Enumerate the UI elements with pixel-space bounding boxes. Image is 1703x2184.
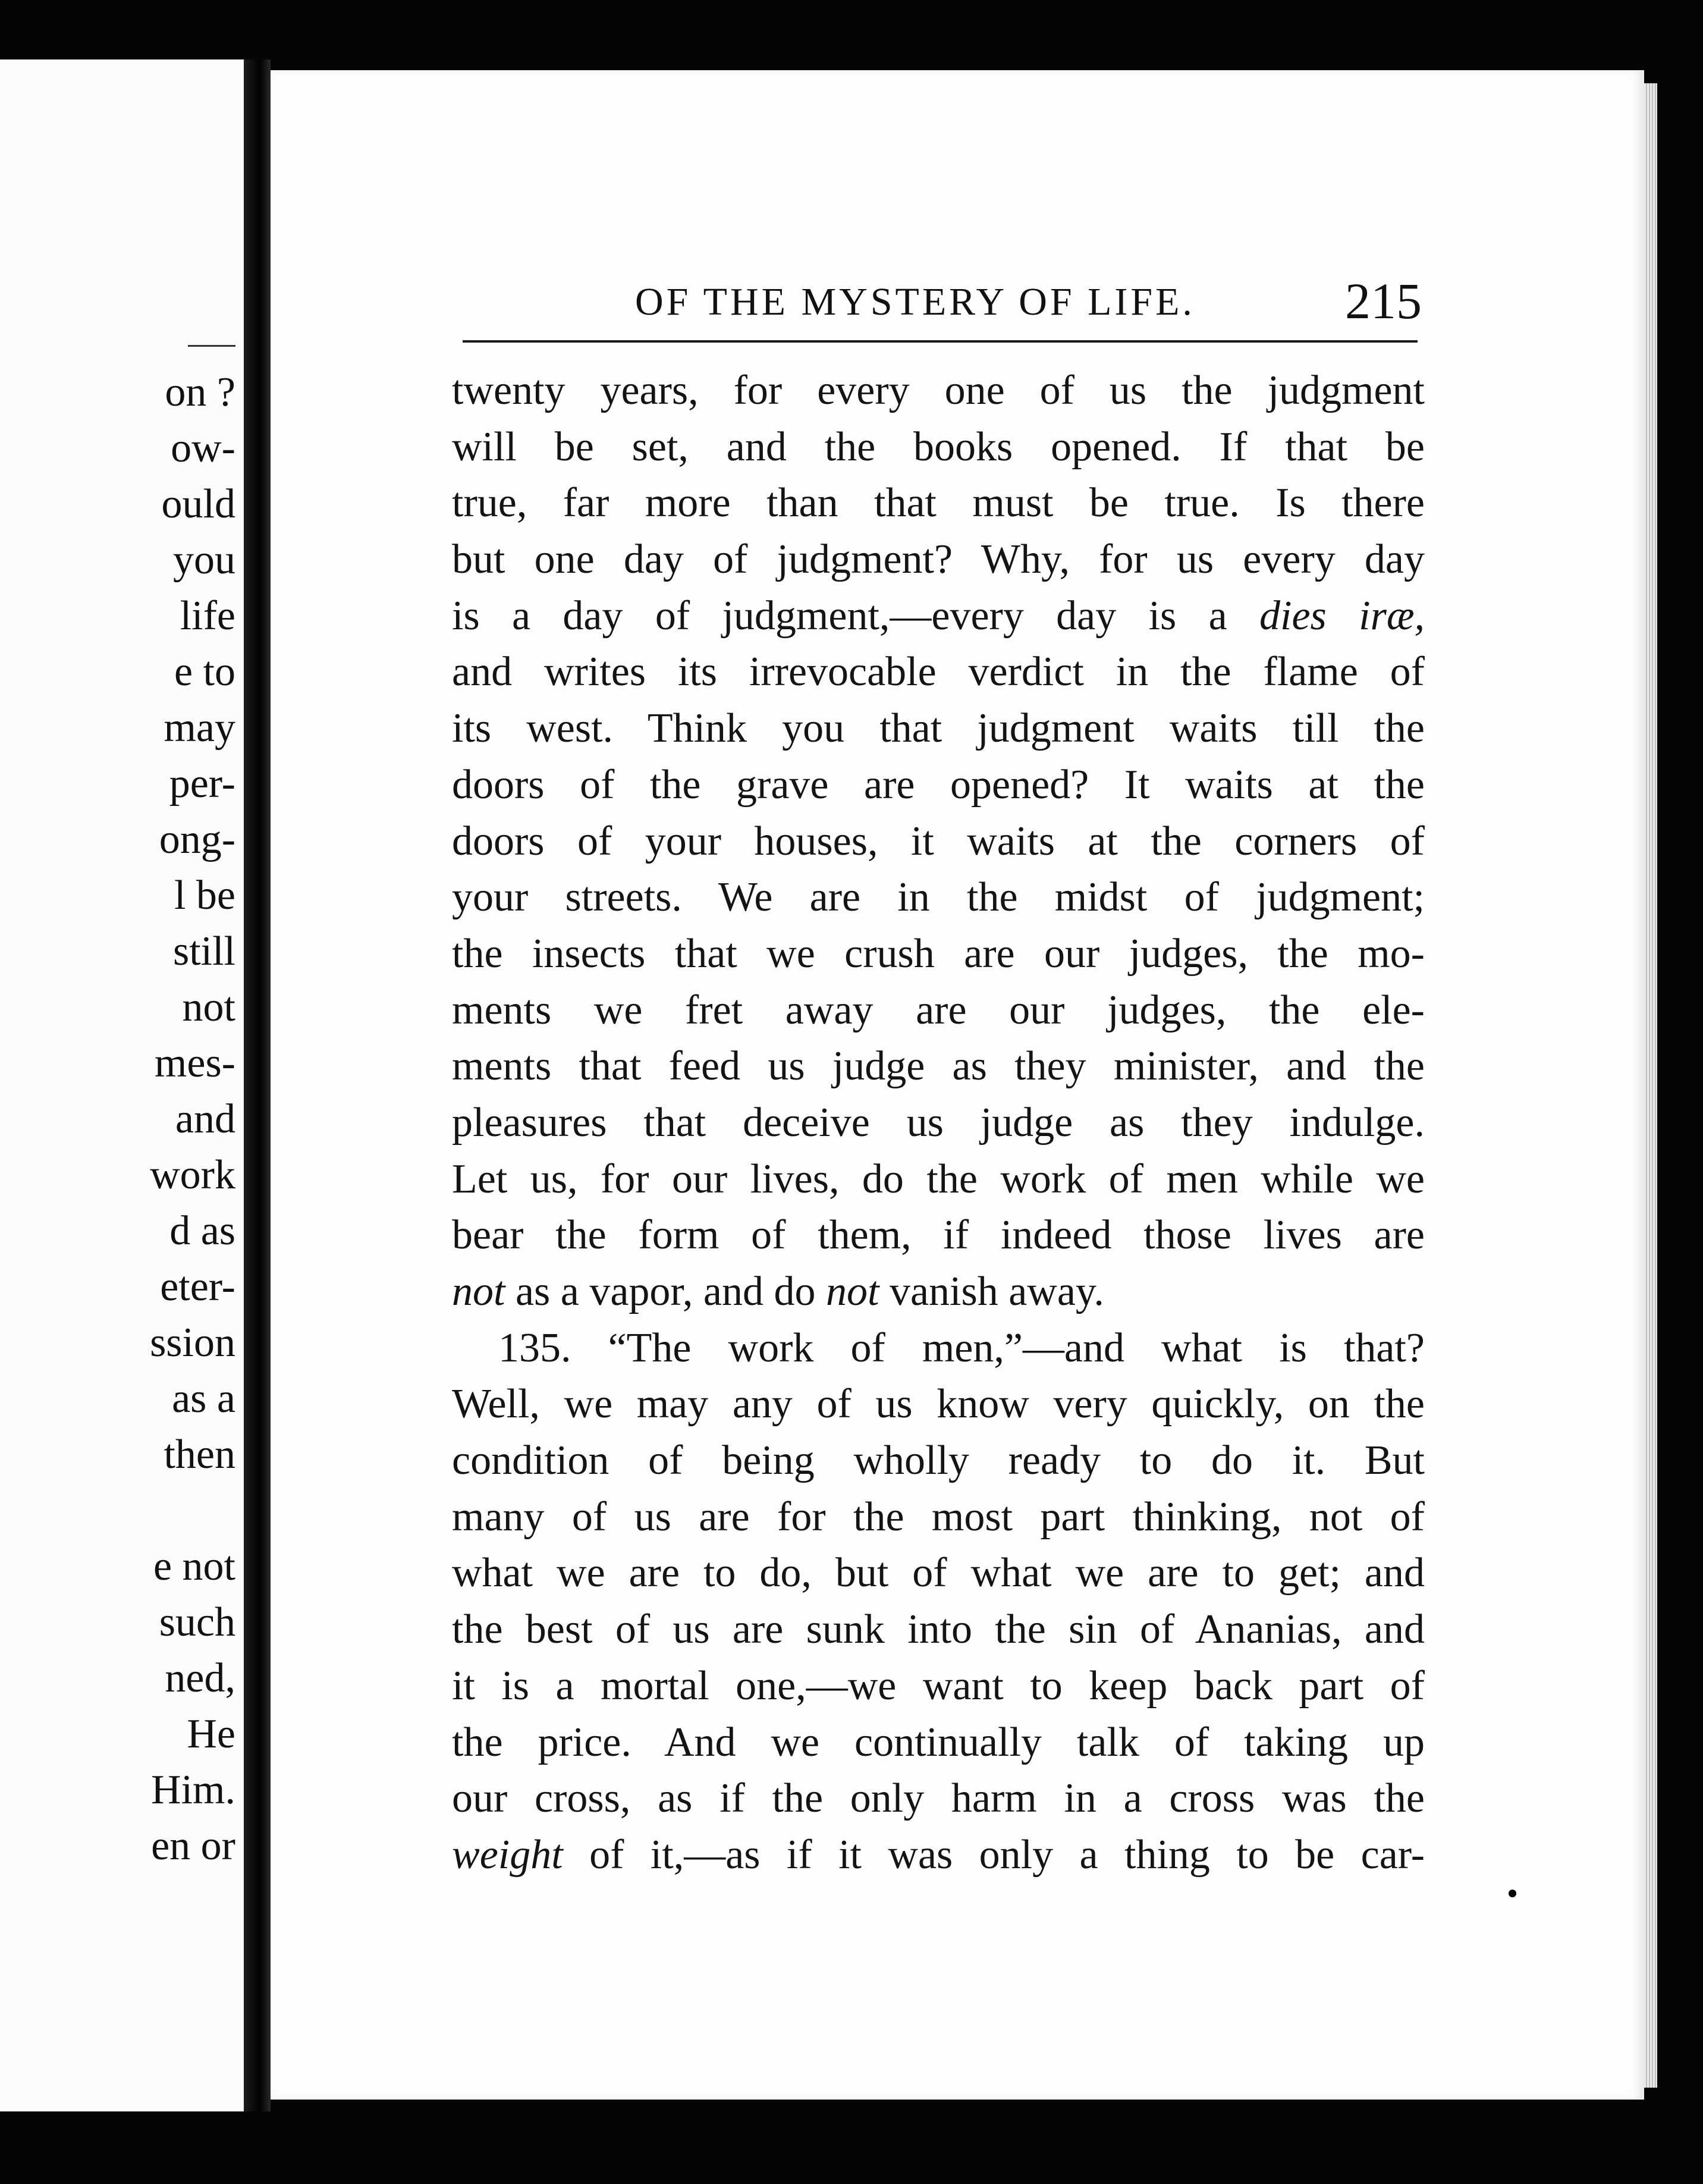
scan-speck	[1509, 1890, 1516, 1897]
text-line: doors of your houses, it waits at the corners of	[452, 818, 1425, 864]
running-head: OF THE MYSTERY OF LIFE.	[635, 280, 1195, 324]
text-line: many of us are for the most part thinking, not of	[452, 1493, 1425, 1540]
page-number: 215	[1345, 272, 1422, 330]
facing-line: ong-	[159, 817, 235, 862]
facing-line: still	[172, 928, 235, 974]
facing-line: He	[187, 1711, 235, 1757]
body-text	[452, 363, 1425, 1884]
facing-line: ned,	[165, 1655, 235, 1701]
text-line: Well, we may any of us know very quickly, on the	[452, 1381, 1425, 1427]
facing-line: en or	[151, 1823, 235, 1869]
text-line	[452, 1264, 1425, 1320]
text-line: condition of being wholly ready to do it. But	[452, 1438, 1425, 1484]
facing-line: e to	[174, 649, 235, 695]
text-line: what we are to do, but of what we are to get; and	[452, 1550, 1425, 1596]
text-segment: vanish away.	[889, 1269, 1104, 1314]
facing-line: may	[164, 705, 235, 751]
text-segment: of it,—as if it was only a thing to be car-	[589, 1831, 1425, 1878]
page-edge	[1644, 83, 1657, 2088]
facing-line: such	[159, 1599, 235, 1645]
facing-line: as a	[172, 1376, 235, 1422]
facing-line: not	[182, 984, 235, 1030]
italic-not: not	[452, 1269, 505, 1314]
book-gutter	[244, 59, 271, 2111]
text-segment: as a vapor, and do	[515, 1269, 816, 1314]
facing-line: e not	[153, 1543, 235, 1589]
text-line	[452, 588, 1425, 645]
facing-line: ould	[161, 481, 235, 527]
facing-line: per-	[169, 761, 235, 807]
facing-page-rule	[188, 345, 235, 347]
facing-line: ssion	[150, 1320, 235, 1366]
text-line: twenty years, for every one of us the judgment	[452, 368, 1425, 413]
text-line: pleasures that deceive us judge as they indulge.	[452, 1099, 1425, 1146]
text-line: but one day of judgment? Why, for us every day	[452, 536, 1425, 583]
facing-line: and	[175, 1096, 235, 1142]
facing-line: l be	[174, 873, 235, 918]
facing-line: ow-	[171, 425, 235, 471]
italic-dies-irae: dies iræ,	[1259, 592, 1425, 639]
text-line: true, far more than that must be true. Is there	[452, 480, 1425, 526]
facing-line: life	[180, 593, 235, 639]
text-line: will be set, and the books opened. If that be	[452, 423, 1425, 470]
facing-line: d as	[169, 1208, 235, 1254]
facing-line: then	[164, 1432, 235, 1477]
facing-line: work	[150, 1152, 235, 1198]
text-line	[452, 1827, 1425, 1884]
text-line: ments we fret away are our judges, the ele-	[452, 987, 1425, 1033]
paragraph-135-start: 135. “The work of men,”—and what is that?	[498, 1325, 1425, 1371]
text-line: bear the form of them, if indeed those lives are	[452, 1212, 1425, 1259]
italic-weight: weight	[452, 1831, 563, 1878]
text-line: the price. And we continually talk of taking up	[452, 1719, 1425, 1765]
facing-line: mes-	[154, 1040, 235, 1086]
text-segment: is a day of judgment,—every day is a	[452, 592, 1227, 639]
text-line: it is a mortal one,—we want to keep back part of	[452, 1662, 1425, 1709]
text-line: its west. Think you that judgment waits till the	[452, 705, 1425, 752]
text-line: doors of the grave are opened? It waits at the	[452, 761, 1425, 808]
text-line: our cross, as if the only harm in a cross was the	[452, 1775, 1425, 1822]
text-line: ments that feed us judge as they minister, and the	[452, 1043, 1425, 1090]
facing-line: on ?	[165, 369, 235, 415]
facing-page-fragment	[0, 59, 244, 2111]
facing-line: Him.	[151, 1767, 235, 1813]
text-line: and writes its irrevocable verdict in the flame of	[452, 649, 1425, 695]
italic-not: not	[825, 1269, 879, 1314]
facing-line: you	[173, 537, 235, 583]
header-rule	[463, 340, 1418, 343]
text-line: the best of us are sunk into the sin of Ananias, and	[452, 1606, 1425, 1653]
text-line: Let us, for our lives, do the work of men while we	[452, 1156, 1425, 1202]
facing-line: eter-	[160, 1264, 235, 1310]
text-line: your streets. We are in the midst of judgment;	[452, 874, 1425, 921]
text-line: the insects that we crush are our judges, the mo-	[452, 930, 1425, 977]
